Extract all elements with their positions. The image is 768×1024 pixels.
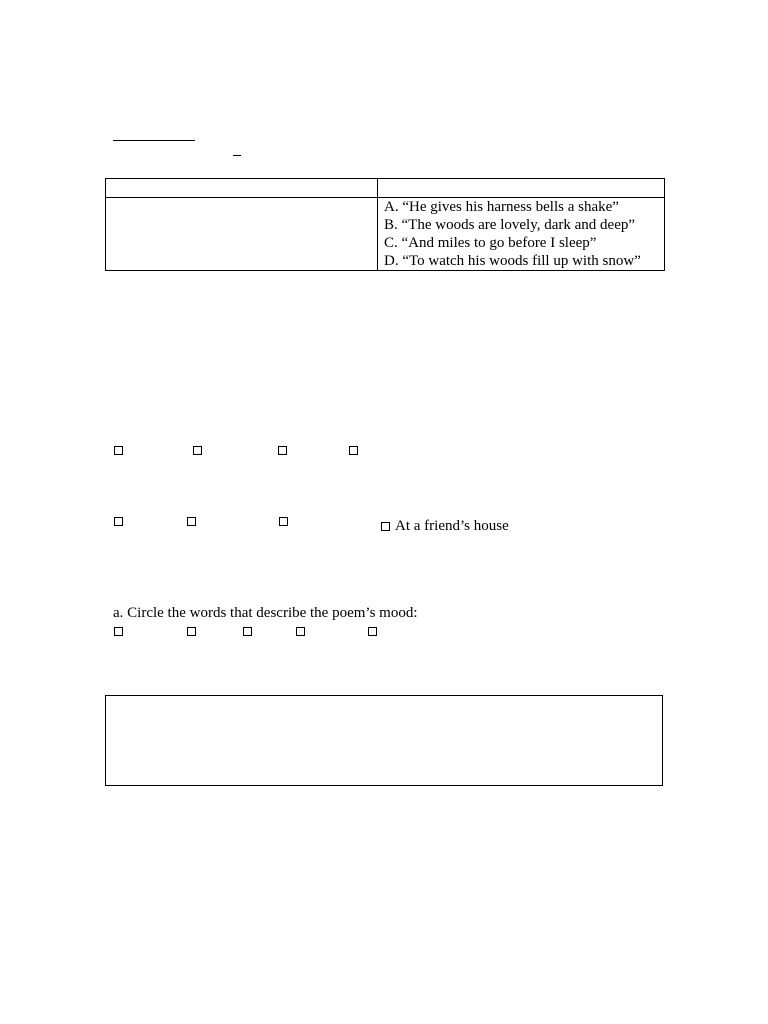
row1-checkbox-4[interactable] xyxy=(349,446,363,455)
written-answer-box[interactable] xyxy=(105,695,663,786)
mood-checkbox-5[interactable] xyxy=(368,627,382,636)
checkbox-icon[interactable] xyxy=(114,627,123,636)
mood-checkbox-4[interactable] xyxy=(296,627,310,636)
header-right-cell xyxy=(378,179,665,198)
checkbox-icon[interactable] xyxy=(193,446,202,455)
header-left-cell xyxy=(106,179,378,198)
row2-checkbox-1[interactable] xyxy=(114,517,128,526)
checkbox-icon[interactable] xyxy=(243,627,252,636)
checkbox-icon[interactable] xyxy=(296,627,305,636)
answer-cell[interactable] xyxy=(106,198,378,271)
matching-table-body xyxy=(106,198,665,271)
matching-table xyxy=(105,178,665,271)
mood-checkbox-3[interactable] xyxy=(243,627,257,636)
checkbox-row-2 xyxy=(0,517,768,535)
matching-table-header xyxy=(106,179,665,198)
checkbox-icon[interactable] xyxy=(114,517,123,526)
row1-checkbox-3[interactable] xyxy=(278,446,292,455)
name-blank-line[interactable] xyxy=(113,140,195,141)
options-cell xyxy=(378,198,665,271)
checkbox-icon[interactable] xyxy=(278,446,287,455)
mood-checkbox-2[interactable] xyxy=(187,627,201,636)
checkbox-icon[interactable] xyxy=(368,627,377,636)
checkbox-icon[interactable] xyxy=(349,446,358,455)
checkbox-icon[interactable] xyxy=(381,522,390,531)
checkbox-icon[interactable] xyxy=(187,517,196,526)
option-d: D. “To watch his woods fill up with snow” xyxy=(384,253,641,269)
row1-checkbox-1[interactable] xyxy=(114,446,128,455)
mood-question: a. Circle the words that describe the poem’s mood: xyxy=(113,605,418,621)
option-b: B. “The woods are lovely, dark and deep” xyxy=(384,217,636,233)
checkbox-icon[interactable] xyxy=(187,627,196,636)
row2-checkbox-3[interactable] xyxy=(279,517,293,526)
checkbox-row-1 xyxy=(0,446,768,464)
option-c: C. “And miles to go before I sleep” xyxy=(384,235,597,251)
row1-checkbox-2[interactable] xyxy=(193,446,207,455)
checkbox-icon[interactable] xyxy=(279,517,288,526)
row2-checkbox-2[interactable] xyxy=(187,517,201,526)
checkbox-icon[interactable] xyxy=(114,446,123,455)
short-blank-mark xyxy=(233,155,241,156)
row2-checkbox-4[interactable] xyxy=(381,517,509,535)
mood-checkbox-row xyxy=(0,627,768,645)
friends-house-label: At a friend’s house xyxy=(395,518,509,534)
option-a: A. “He gives his harness bells a shake” xyxy=(384,199,619,215)
mood-checkbox-1[interactable] xyxy=(114,627,128,636)
